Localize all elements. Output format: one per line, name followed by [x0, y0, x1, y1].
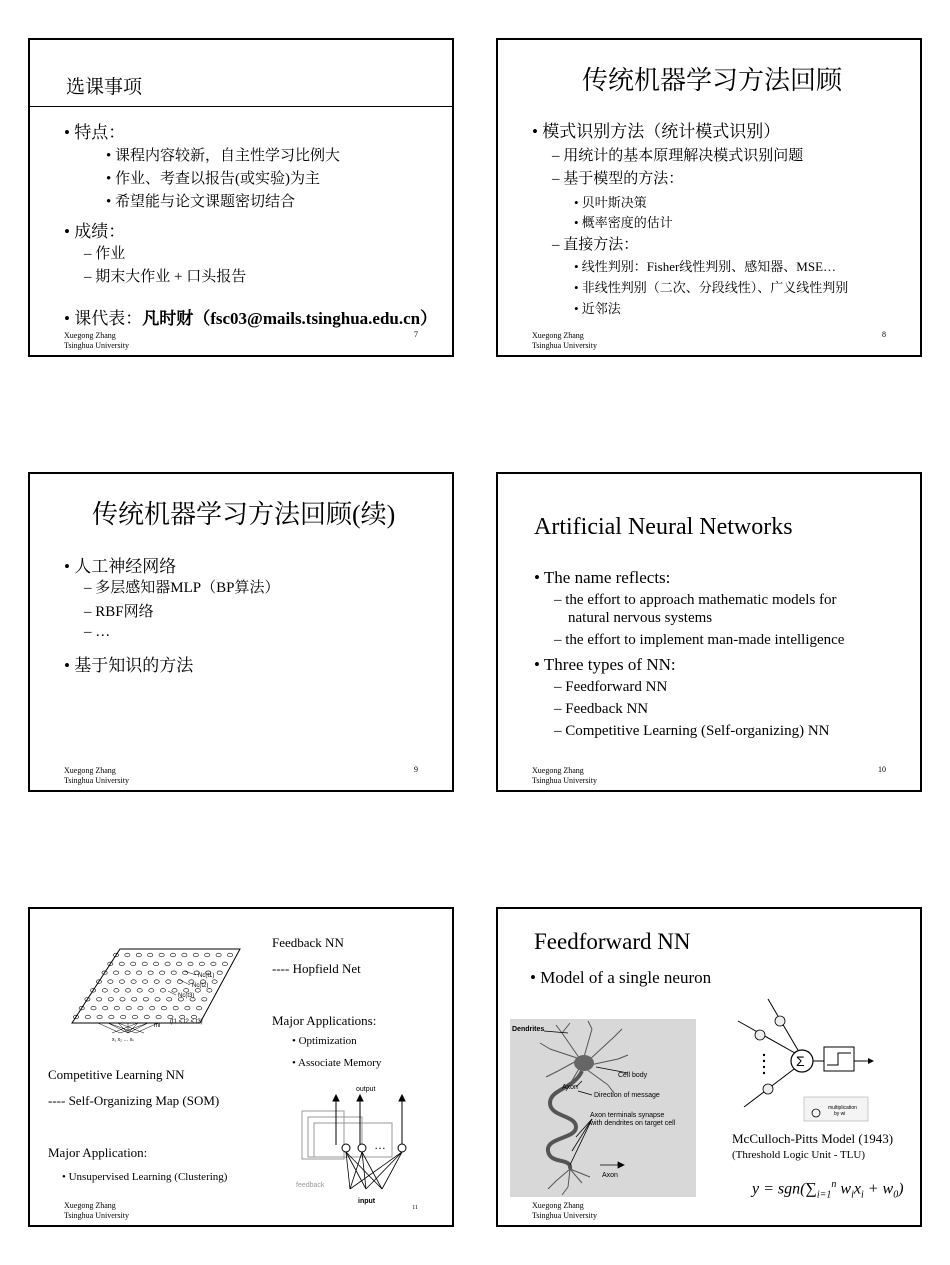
- som-neuron: [195, 989, 200, 993]
- bullet: – the effort to approach mathematic models for: [554, 592, 837, 608]
- affiliation: Tsinghua University: [532, 776, 597, 785]
- title-divider: [30, 106, 452, 107]
- som-neuron: [131, 980, 136, 984]
- som-neurons: [73, 953, 232, 1019]
- som-neuron: [85, 1015, 90, 1019]
- bullet: – 多层感知器MLP（BP算法）: [84, 580, 280, 596]
- som-neuron: [114, 971, 119, 975]
- som-neuron: [125, 989, 130, 993]
- bullet: • 基于知识的方法: [64, 656, 194, 675]
- som-neuron: [102, 989, 107, 993]
- affiliation: Tsinghua University: [532, 341, 597, 350]
- bullet: natural nervous systems: [568, 610, 713, 626]
- bullet: • 概率密度的估计: [574, 215, 673, 230]
- author: Xuegong Zhang: [64, 331, 116, 340]
- bullet: – …: [84, 624, 111, 640]
- bullet: • 线性判别：Fisher线性判别、感知器、MSE…: [574, 259, 837, 274]
- affiliation: Tsinghua University: [532, 1211, 597, 1220]
- som-neuron: [97, 998, 102, 1002]
- slide-footer: [64, 766, 129, 786]
- affiliation: Tsinghua University: [64, 1211, 129, 1220]
- label-axon: Axon: [562, 1084, 578, 1091]
- bullet: • 人工神经网络: [64, 557, 177, 576]
- som-neuron: [136, 953, 141, 957]
- slide-title: Feedforward NN: [534, 929, 691, 954]
- slide-9: [28, 472, 454, 792]
- major-application: Major Application:: [48, 1145, 148, 1160]
- bullet: • 希望能与论文课题密切结合: [106, 194, 296, 210]
- som-neuron: [222, 962, 227, 966]
- som-neuron: [131, 962, 136, 966]
- app-associate-memory: • Associate Memory: [292, 1057, 382, 1069]
- bullet-label: • 课代表：: [64, 309, 143, 328]
- slide-footer: [64, 1201, 129, 1221]
- feedback-nn-title: Feedback NN: [272, 935, 344, 950]
- som-neuron: [142, 962, 147, 966]
- som-neuron: [125, 971, 130, 975]
- som-neuron: [91, 1006, 96, 1010]
- som-neuron: [202, 998, 207, 1002]
- slide-title: 传统机器学习方法回顾(续): [92, 500, 396, 529]
- image-background: [510, 1019, 696, 1197]
- som-neuron: [150, 1006, 155, 1010]
- tlu-formula: $y = sgn(\sum_{i=1}^n$ $w_ix_i + w_0$): [752, 1179, 904, 1201]
- bullet: – 基于模型的方法：: [552, 171, 684, 187]
- page-number: 8: [882, 330, 886, 339]
- output-label: output: [356, 1086, 376, 1093]
- sigma-symbol: Σ: [796, 1053, 805, 1069]
- som-neuron: [182, 953, 187, 957]
- major-applications: Major Applications:: [272, 1013, 377, 1028]
- bullet: • 模式识别方法（统计模式识别）: [532, 122, 781, 141]
- slide-11: [28, 907, 454, 1227]
- bullet: • 贝叶斯决策: [574, 195, 647, 210]
- som-neuron: [120, 998, 125, 1002]
- weight-multipliers: [755, 1016, 785, 1094]
- som-neuron: [155, 998, 160, 1002]
- som-neuron: [103, 1006, 108, 1010]
- label-terminals-1: Axon terminals synapse: [590, 1112, 665, 1119]
- som-neuron: [114, 989, 119, 993]
- som-neuron: [143, 998, 148, 1002]
- som-neuron: [176, 962, 181, 966]
- bullet: [64, 304, 437, 329]
- bullet: – 直接方法：: [552, 237, 639, 253]
- threshold-box: [824, 1047, 854, 1071]
- bullet: – 期末大作业 + 口头报告: [84, 269, 247, 285]
- som-neuron: [188, 962, 193, 966]
- bullet: • 课程内容较新，自主性学习比例大: [106, 148, 341, 164]
- bullet: – Feedback NN: [554, 701, 649, 717]
- som-neuron: [137, 971, 142, 975]
- bullet: • 近邻法: [574, 301, 621, 316]
- som-input-connections: [98, 1023, 161, 1033]
- som-grid-diagram: [50, 945, 280, 1045]
- som-neuron: [207, 989, 212, 993]
- label-terminals-2: with dendrites on target cell: [590, 1120, 676, 1127]
- som-neuron: [143, 980, 148, 984]
- bullet: • Three types of NN:: [534, 655, 676, 674]
- som-neuron: [227, 953, 232, 957]
- competitive-learning-title: Competitive Learning NN: [48, 1067, 185, 1082]
- som-grid-plane: [72, 949, 240, 1023]
- label-dendrites: Dendrites: [512, 1026, 545, 1033]
- som-neuron: [199, 962, 204, 966]
- slide-footer: [532, 331, 597, 351]
- bullet: • 非线性判别（二次、分段线性）、广义线性判别: [574, 280, 849, 295]
- som-neuron: [184, 989, 189, 993]
- som-label: ---- Self-Organizing Map (SOM): [48, 1093, 220, 1108]
- som-neuron: [114, 1006, 119, 1010]
- label-mi: mi: [154, 1023, 161, 1029]
- som-neuron: [160, 989, 165, 993]
- som-neuron: [217, 971, 222, 975]
- slide-footer: [532, 1201, 597, 1221]
- som-neuron: [170, 953, 175, 957]
- mcculloch-pitts-diagram: [724, 991, 910, 1127]
- input-label: input: [358, 1198, 376, 1205]
- hopfield-diagram: [292, 1081, 422, 1209]
- som-neuron: [172, 989, 177, 993]
- representative-contact: 凡时财（fsc03@mails.tsinghua.edu.cn）: [142, 309, 438, 328]
- som-neuron: [154, 980, 159, 984]
- label-direction: Direction of message: [594, 1092, 660, 1099]
- som-neuron: [216, 953, 221, 957]
- som-neuron: [185, 1006, 190, 1010]
- som-neuron: [161, 1006, 166, 1010]
- slide-footer: [64, 331, 129, 351]
- som-neuron: [171, 971, 176, 975]
- author: Xuegong Zhang: [532, 766, 584, 775]
- model-subcaption: (Threshold Logic Unit - TLU): [732, 1149, 865, 1161]
- som-neuron: [148, 953, 153, 957]
- input-connections: [346, 1152, 402, 1189]
- author: Xuegong Zhang: [64, 766, 116, 775]
- som-neuron: [160, 971, 165, 975]
- slide-title: Artificial Neural Networks: [534, 514, 793, 540]
- app-clustering: • Unsupervised Learning (Clustering): [62, 1171, 228, 1183]
- som-neuron: [149, 989, 154, 993]
- slide-10: [496, 472, 922, 792]
- som-neuron: [108, 998, 113, 1002]
- som-neuron: [205, 953, 210, 957]
- label-cell-body: Cell body: [618, 1072, 648, 1079]
- feedback-label: feedback: [296, 1182, 325, 1189]
- som-neuron: [125, 953, 130, 957]
- affiliation: Tsinghua University: [64, 341, 129, 350]
- bullet: – the effort to implement man-made intelligence: [554, 632, 845, 648]
- som-neuron: [165, 962, 170, 966]
- som-neuron: [212, 980, 217, 984]
- slide-title: 选课事项: [66, 77, 143, 98]
- label-axon-2: Axon: [602, 1172, 618, 1179]
- author: Xuegong Zhang: [532, 331, 584, 340]
- som-neuron: [121, 1015, 126, 1019]
- bullet: – 用统计的基本原理解决模式识别问题: [552, 148, 804, 164]
- hopfield-net: ---- Hopfield Net: [272, 961, 361, 976]
- author: Xuegong Zhang: [64, 1201, 116, 1210]
- page-number: 9: [414, 765, 418, 774]
- som-neuron: [132, 998, 137, 1002]
- som-neuron: [197, 1006, 202, 1010]
- slide-12: [496, 907, 922, 1227]
- som-neuron: [137, 989, 142, 993]
- som-neuron: [144, 1015, 149, 1019]
- page-number: 10: [878, 765, 886, 774]
- bullet: – Competitive Learning (Self-organizing) NN: [554, 723, 830, 739]
- legend-by-wi: by wi: [834, 1111, 846, 1117]
- slide-7: [28, 38, 454, 357]
- som-neuron: [154, 962, 159, 966]
- som-neuron: [173, 1006, 178, 1010]
- bullet: • Model of a single neuron: [530, 968, 712, 987]
- author: Xuegong Zhang: [532, 1201, 584, 1210]
- slide-title: 传统机器学习方法回顾: [582, 66, 843, 95]
- biological-neuron-image: [510, 1019, 696, 1199]
- som-neuron: [193, 953, 198, 957]
- bullet: • 特点：: [64, 123, 126, 142]
- output-arrow: [868, 1058, 874, 1064]
- affiliation: Tsinghua University: [64, 776, 129, 785]
- som-neuron: [138, 1006, 143, 1010]
- som-neuron: [132, 1015, 137, 1019]
- slide-8: [496, 38, 922, 357]
- som-neuron: [119, 962, 124, 966]
- bullet: – 作业: [84, 246, 126, 262]
- som-neuron: [97, 1015, 102, 1019]
- app-optimization: • Optimization: [292, 1035, 357, 1047]
- som-neuron: [119, 980, 124, 984]
- neuron-ellipsis: …: [374, 1138, 386, 1152]
- bullet: • 成绩：: [64, 222, 126, 241]
- label-nc-t2: Nc(t2): [192, 983, 209, 989]
- legend-multiplication: multiplication: [828, 1105, 857, 1111]
- som-neuron: [159, 953, 164, 957]
- som-neuron: [167, 998, 172, 1002]
- label-nc-t1: Nc(t1): [198, 973, 215, 979]
- input-ellipsis-dots: [763, 1054, 765, 1074]
- bullet: – RBF网络: [84, 604, 154, 620]
- slide-footer: [532, 766, 597, 786]
- model-caption: McCulloch-Pitts Model (1943): [732, 1131, 894, 1146]
- bullet: – Feedforward NN: [554, 679, 668, 695]
- som-neuron: [177, 980, 182, 984]
- som-neuron: [108, 980, 113, 984]
- page-number: 7: [414, 330, 418, 339]
- bullet: • The name reflects:: [534, 568, 671, 587]
- label-time-order: (t1 < t2 < t3): [170, 1019, 203, 1025]
- page-number: 11: [412, 1205, 418, 1211]
- som-neuron: [126, 1006, 131, 1010]
- som-neuron: [166, 980, 171, 984]
- label-nc-t3: Nc(t3): [178, 993, 195, 999]
- bullet: • 作业、考查以报告(或实验)为主: [106, 171, 320, 187]
- som-neuron: [156, 1015, 161, 1019]
- input-labels: x₁ x₂ … xₙ: [112, 1037, 135, 1043]
- cell-body-shape: [574, 1055, 594, 1071]
- som-neuron: [148, 971, 153, 975]
- som-neuron: [109, 1015, 114, 1019]
- som-neuron: [211, 962, 216, 966]
